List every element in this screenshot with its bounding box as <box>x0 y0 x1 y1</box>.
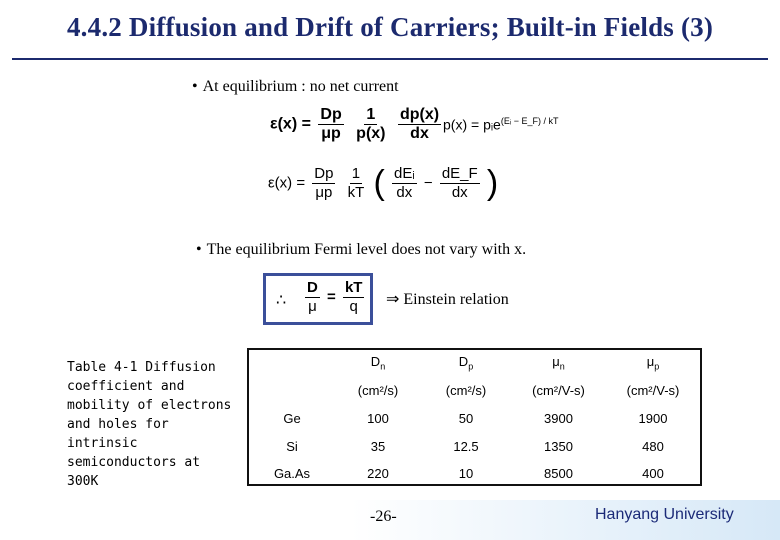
left-paren: ( <box>373 164 385 202</box>
einstein-equals: = <box>327 288 336 306</box>
header-mun: $\mu_n$ <box>552 354 565 372</box>
header-dp: $D_p$ <box>458 354 474 372</box>
table-corner-cell <box>249 350 335 376</box>
eq2-fraction-dei-dx <box>392 165 417 202</box>
diffusion-mobility-table <box>249 350 700 486</box>
eq2-lhs: ε(x) = <box>268 174 306 192</box>
value-cell: 3900 <box>544 410 573 426</box>
caption-text: Diffusion coefficient and mobility of electrons and holes for intrinsic semiconductors at 300K <box>67 360 232 489</box>
table-units-row <box>249 376 700 404</box>
page-number: -26- <box>370 508 397 525</box>
eq1-fraction-1-p <box>354 106 387 143</box>
unit-cell: (cm²/s) <box>445 382 487 398</box>
unit-cell: (cm²/V-s) <box>532 382 585 398</box>
table-caption <box>67 358 237 491</box>
einstein-frac1-num: D <box>307 279 318 296</box>
value-cell: 400 <box>642 465 664 481</box>
eq2-frac2-den: kT <box>347 184 365 201</box>
slide-title: 4.4.2 Diffusion and Drift of Carriers; Built-in Fields (3) <box>66 12 714 42</box>
einstein-frac-kt-q <box>343 279 365 316</box>
value-cell: 220 <box>367 465 389 481</box>
einstein-frac-d-mu <box>305 279 320 316</box>
einstein-frac2-num: kT <box>344 279 363 296</box>
eq2-fraction-def-dx <box>440 165 480 202</box>
eq2-fraction-1-kt <box>346 165 367 202</box>
eq2-frac3-num: dEᵢ <box>393 165 415 182</box>
value-cell: 1900 <box>638 410 668 426</box>
eq2-frac1-den: μp <box>315 184 333 201</box>
title-divider <box>12 58 768 60</box>
eq1-fraction-dp-mup <box>318 106 343 143</box>
value-cell: 12.5 <box>453 438 479 454</box>
einstein-relation-box <box>263 273 373 325</box>
units-corner-cell <box>249 376 335 404</box>
eq2-frac3-den: dx <box>396 184 413 201</box>
therefore-symbol: ∴ <box>276 292 287 309</box>
eq1-right-base: p(x) = pᵢe <box>443 116 501 133</box>
caption-label: Table 4-1 <box>67 360 138 375</box>
eq2-frac4-num: dE_F <box>441 165 478 182</box>
bullet-equilibrium <box>192 78 399 96</box>
value-cell: 50 <box>458 410 474 426</box>
bullet-fermi-level <box>196 241 526 259</box>
equation-electric-field-1 <box>270 106 444 143</box>
brand-label: Hanyang University <box>595 506 734 523</box>
material-cell: Ge <box>283 410 301 426</box>
value-cell: 1350 <box>544 438 573 454</box>
eq1-frac1-num: Dp <box>320 106 342 123</box>
eq1-frac2-num: 1 <box>366 106 376 123</box>
einstein-equation <box>302 279 367 316</box>
value-cell: 100 <box>367 410 389 426</box>
material-cell: Ga.As <box>273 465 311 481</box>
header-dn: $D_n$ <box>370 354 386 372</box>
einstein-frac1-den: μ <box>308 298 317 315</box>
material-cell: Si <box>286 438 298 454</box>
equation-electric-field-2 <box>268 164 498 203</box>
bullet-dot: • <box>196 241 202 258</box>
value-cell: 10 <box>458 465 474 481</box>
unit-cell: (cm²/s) <box>357 382 399 398</box>
eq1-right-exponent: (Eᵢ − E_F) / kT <box>500 116 559 126</box>
header-mup: $\mu_p$ <box>646 354 660 372</box>
eq2-frac2-num: 1 <box>351 165 361 182</box>
eq1-frac3-num: dp(x) <box>399 106 440 123</box>
eq1-fraction-dp-dx <box>398 106 441 143</box>
eq1-frac2-den: p(x) <box>356 125 386 142</box>
eq2-fraction-dp-mup <box>312 165 335 202</box>
eq2-minus: − <box>423 174 433 192</box>
right-paren: ) <box>486 164 499 202</box>
table-row <box>249 404 700 432</box>
eq1-frac1-den: μp <box>321 125 341 142</box>
table-row <box>249 432 700 460</box>
bullet-text: The equilibrium Fermi level does not vary with x. <box>206 241 527 258</box>
unit-cell: (cm²/V-s) <box>626 382 680 398</box>
equation-hole-concentration <box>443 116 559 133</box>
einstein-frac2-den: q <box>349 298 358 315</box>
bullet-dot: • <box>192 78 198 95</box>
value-cell: 35 <box>370 438 386 454</box>
value-cell: 8500 <box>544 465 573 481</box>
bullet-text: At equilibrium : no net current <box>202 78 399 95</box>
table-header-row <box>249 350 700 376</box>
eq2-frac1-num: Dp <box>314 165 334 182</box>
eq1-lhs: ε(x) = <box>270 115 311 133</box>
eq2-frac4-den: dx <box>451 184 468 201</box>
eq1-frac3-den: dx <box>410 125 429 142</box>
table-row <box>249 460 700 486</box>
value-cell: 480 <box>642 438 664 454</box>
einstein-relation-label: ⇒ Einstein relation <box>386 291 509 308</box>
